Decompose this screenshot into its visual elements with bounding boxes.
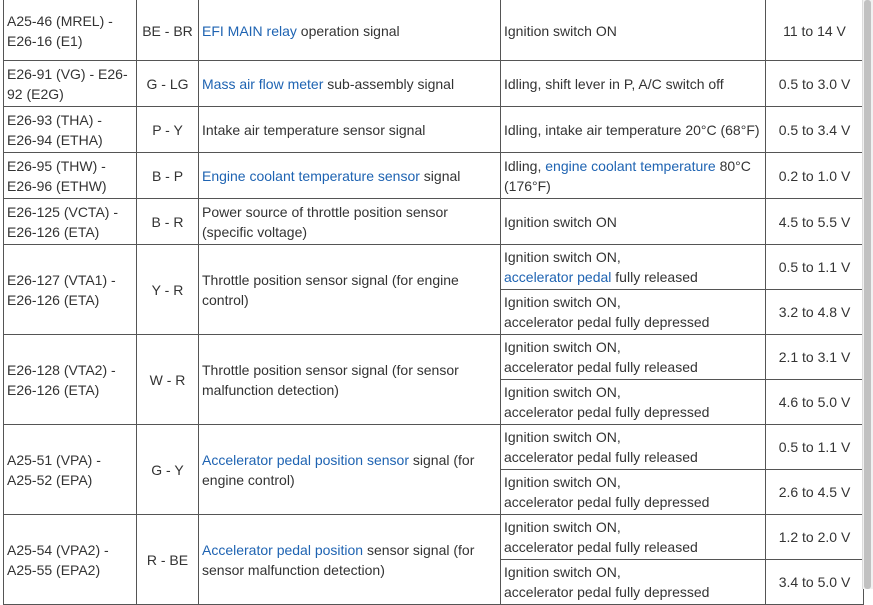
- condition-text: 80°C (176°F): [504, 157, 751, 194]
- condition-line: Ignition switch ON,: [504, 474, 621, 490]
- ecm-terminal-spec-table: [3, 0, 864, 605]
- engine-coolant-temperature-link[interactable]: engine coolant temperature: [545, 157, 716, 174]
- condition-line: accelerator pedal fully depressed: [504, 314, 710, 330]
- wire-color-cell: P - Y: [137, 107, 199, 153]
- description-text: signal: [419, 167, 461, 184]
- description-cell: [199, 425, 501, 515]
- condition-line: Ignition switch ON,: [504, 429, 621, 445]
- terminal-cell: E26-95 (THW) - E26-96 (ETHW): [4, 153, 137, 199]
- spec-cell: 0.5 to 1.1 V: [766, 245, 864, 290]
- description-cell: [199, 0, 501, 61]
- condition-cell: [501, 335, 766, 380]
- wire-color-cell: Y - R: [137, 245, 199, 335]
- wire-color-cell: W - R: [137, 335, 199, 425]
- condition-line: Ignition switch ON,: [504, 339, 621, 355]
- spec-cell: 4.5 to 5.5 V: [766, 199, 864, 245]
- wire-color-cell: R - BE: [137, 515, 199, 605]
- description-cell: Throttle position sensor signal (for engine control): [199, 245, 501, 335]
- condition-line: accelerator pedal fully depressed: [504, 404, 710, 420]
- table-row: [4, 515, 864, 560]
- table-row: [4, 199, 864, 245]
- description-cell: Power source of throttle position sensor (specific voltage): [199, 199, 501, 245]
- terminal-cell: A25-54 (VPA2) - A25-55 (EPA2): [4, 515, 137, 605]
- description-cell: [199, 515, 501, 605]
- wire-color-cell: B - P: [137, 153, 199, 199]
- terminal-cell: E26-127 (VTA1) - E26-126 (ETA): [4, 245, 137, 335]
- description-text: signal (for engine control): [202, 451, 475, 488]
- table-row: [4, 245, 864, 290]
- condition-cell: [501, 560, 766, 605]
- spec-cell: 3.4 to 5.0 V: [766, 560, 864, 605]
- condition-cell: [501, 470, 766, 515]
- description-text: sensor signal (for sensor malfunction detection): [202, 541, 475, 578]
- accelerator-pedal-position-sensor-link[interactable]: Accelerator pedal position sensor: [202, 451, 410, 468]
- condition-cell: [501, 290, 766, 335]
- terminal-cell: E26-91 (VG) - E26-92 (E2G): [4, 61, 137, 107]
- terminal-cell: E26-128 (VTA2) - E26-126 (ETA): [4, 335, 137, 425]
- wire-color-cell: BE - BR: [137, 0, 199, 61]
- condition-line: accelerator pedal fully released: [504, 539, 698, 555]
- condition-cell: [501, 515, 766, 560]
- description-cell: Intake air temperature sensor signal: [199, 107, 501, 153]
- wire-color-cell: B - R: [137, 199, 199, 245]
- condition-line: Ignition switch ON,: [504, 384, 621, 400]
- condition-line: accelerator pedal fully depressed: [504, 494, 710, 510]
- terminal-cell: E26-125 (VCTA) - E26-126 (ETA): [4, 199, 137, 245]
- description-cell: Throttle position sensor signal (for sensor malfunction detection): [199, 335, 501, 425]
- engine-coolant-temperature-sensor-link[interactable]: Engine coolant temperature sensor: [202, 167, 420, 184]
- spec-cell: 0.5 to 3.0 V: [766, 61, 864, 107]
- condition-cell: Ignition switch ON: [501, 0, 766, 61]
- condition-line: Ignition switch ON,: [504, 249, 621, 265]
- spec-cell: 2.1 to 3.1 V: [766, 335, 864, 380]
- wire-color-cell: G - Y: [137, 425, 199, 515]
- accelerator-pedal-link[interactable]: accelerator pedal: [504, 269, 612, 285]
- spec-cell: 3.2 to 4.8 V: [766, 290, 864, 335]
- spec-cell: 1.2 to 2.0 V: [766, 515, 864, 560]
- condition-cell: [501, 245, 766, 290]
- terminal-cell: E26-93 (THA) - E26-94 (ETHA): [4, 107, 137, 153]
- table-row: [4, 0, 864, 61]
- spec-cell: 11 to 14 V: [766, 0, 864, 61]
- accelerator-pedal-position-link[interactable]: Accelerator pedal position: [202, 541, 364, 558]
- description-cell: [199, 153, 501, 199]
- condition-line: accelerator pedal fully depressed: [504, 584, 710, 600]
- mass-air-flow-meter-link[interactable]: Mass air flow meter: [202, 75, 324, 92]
- wire-color-cell: G - LG: [137, 61, 199, 107]
- spec-cell: 0.5 to 1.1 V: [766, 425, 864, 470]
- condition-line: Ignition switch ON,: [504, 294, 621, 310]
- condition-line: fully released: [611, 269, 698, 285]
- condition-text: Idling,: [504, 157, 546, 174]
- table-row: [4, 61, 864, 107]
- table-row: [4, 107, 864, 153]
- description-text: sub-assembly signal: [323, 75, 455, 92]
- condition-cell: [501, 380, 766, 425]
- condition-line: Ignition switch ON,: [504, 519, 621, 535]
- terminal-cell: A25-51 (VPA) - A25-52 (EPA): [4, 425, 137, 515]
- efi-main-relay-link[interactable]: EFI MAIN relay: [202, 22, 297, 39]
- condition-cell: Idling, intake air temperature 20°C (68°F): [501, 107, 766, 153]
- table-row: [4, 335, 864, 380]
- description-text: operation signal: [296, 22, 400, 39]
- scrollbar-thumb[interactable]: [864, 0, 871, 589]
- spec-cell: 2.6 to 4.5 V: [766, 470, 864, 515]
- condition-line: accelerator pedal fully released: [504, 449, 698, 465]
- table-row: [4, 153, 864, 199]
- description-cell: [199, 61, 501, 107]
- spec-cell: 4.6 to 5.0 V: [766, 380, 864, 425]
- condition-line: Ignition switch ON,: [504, 564, 621, 580]
- table-row: [4, 425, 864, 470]
- condition-line: accelerator pedal fully released: [504, 359, 698, 375]
- condition-cell: Idling, shift lever in P, A/C switch off: [501, 61, 766, 107]
- terminal-cell: A25-46 (MREL) - E26-16 (E1): [4, 0, 137, 61]
- condition-cell: Ignition switch ON: [501, 199, 766, 245]
- spec-cell: 0.5 to 3.4 V: [766, 107, 864, 153]
- condition-cell: [501, 153, 766, 199]
- spec-cell: 0.2 to 1.0 V: [766, 153, 864, 199]
- condition-cell: [501, 425, 766, 470]
